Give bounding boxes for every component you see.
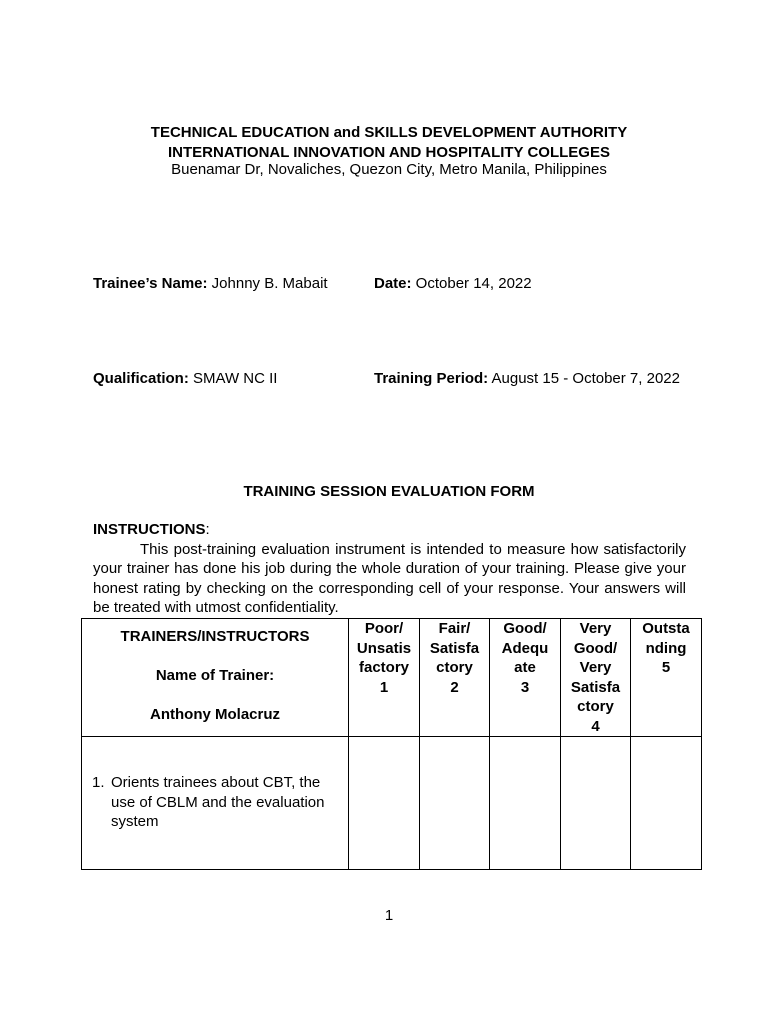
page-number: 1	[384, 907, 394, 924]
evaluation-table	[81, 618, 702, 870]
rating-header-line: Very	[579, 659, 612, 676]
qualification-value: SMAW NC II	[188, 370, 278, 387]
rating-header-line: ate	[514, 659, 536, 676]
rating-header-fair	[420, 619, 490, 737]
rating-header-line: Very	[579, 620, 612, 637]
qualification-label: Qualification:	[93, 370, 189, 387]
rating-header-line: Satisfa	[429, 639, 480, 657]
trainee-name-value: Johnny B. Mabait	[207, 275, 328, 292]
table-row	[82, 737, 702, 870]
rating-header-line: Outsta	[642, 620, 690, 637]
rating-header-line: nding	[645, 639, 687, 657]
rating-header-score: 1	[379, 678, 389, 696]
header-college: INTERNATIONAL INNOVATION AND HOSPITALITY COLLEGES	[168, 144, 610, 161]
trainer-name: Anthony Molacruz	[150, 706, 280, 723]
rating-header-line: factory	[358, 659, 410, 676]
rating-header-outstanding	[631, 619, 702, 737]
name-of-trainer-label: Name of Trainer:	[155, 667, 275, 684]
rating-cell-1[interactable]	[349, 737, 420, 870]
rating-header-score: 3	[520, 678, 530, 696]
rating-header-score: 2	[450, 678, 459, 696]
rating-header-score: 4	[591, 717, 600, 735]
trainee-name-label: Trainee’s Name:	[93, 275, 208, 292]
criterion-text	[111, 773, 340, 832]
trainer-header-cell	[82, 619, 349, 737]
rating-header-line: Good/	[503, 620, 547, 637]
instructions-heading-text: INSTRUCTIONS	[93, 521, 206, 538]
rating-header-line: Adequ	[501, 639, 549, 657]
training-period-field	[374, 370, 680, 388]
instructions-heading	[93, 521, 210, 539]
date-field	[374, 275, 532, 293]
criterion-text-line: Orients trainees about CBT, the	[111, 774, 321, 791]
qualification-field	[93, 370, 277, 388]
rating-cell-3[interactable]	[490, 737, 561, 870]
header-address: Buenamar Dr, Novaliches, Quezon City, Metro Manila, Philippines	[171, 161, 607, 178]
rating-header-good	[490, 619, 561, 737]
criterion-number: 1.	[92, 774, 105, 791]
rating-cell-4[interactable]	[561, 737, 631, 870]
criterion-cell	[82, 737, 349, 870]
criterion-text-line: use of CBLM and the evaluation	[111, 793, 325, 811]
instructions-body: This post-training evaluation instrument is intended to measure how satisfactorily your trainer has done his job during the whole duration of your training. Please give your honest rating by checking on the corresponding cell of your response. Your answers will be treated with utmost confidentiality.	[93, 541, 686, 616]
training-period-label: Training Period:	[374, 370, 489, 387]
rating-header-poor	[349, 619, 420, 737]
criterion-text-line: system	[111, 813, 159, 830]
trainee-name-field	[93, 275, 328, 293]
trainers-instructors-label: TRAINERS/INSTRUCTORS	[120, 628, 310, 645]
rating-header-line: Unsatis	[356, 639, 412, 657]
date-label: Date:	[374, 275, 412, 292]
rating-cell-5[interactable]	[631, 737, 702, 870]
rating-header-line: Poor/	[364, 620, 404, 637]
training-period-value: August 15 - October 7, 2022	[488, 370, 680, 387]
table-header-row	[82, 619, 702, 737]
rating-header-very-good	[561, 619, 631, 737]
form-title: TRAINING SESSION EVALUATION FORM	[243, 483, 535, 500]
rating-header-line: Good/	[573, 639, 618, 657]
date-value: October 14, 2022	[411, 275, 532, 292]
rating-cell-2[interactable]	[420, 737, 490, 870]
rating-header-line: ctory	[436, 659, 473, 676]
header-agency: TECHNICAL EDUCATION and SKILLS DEVELOPMENT AUTHORITY	[150, 124, 628, 141]
rating-header-score: 5	[661, 659, 671, 676]
instructions-heading-colon: :	[205, 521, 210, 538]
rating-header-line: Fair/	[438, 620, 471, 637]
rating-header-line: ctory	[577, 698, 614, 715]
rating-header-line: Satisfa	[570, 678, 621, 696]
